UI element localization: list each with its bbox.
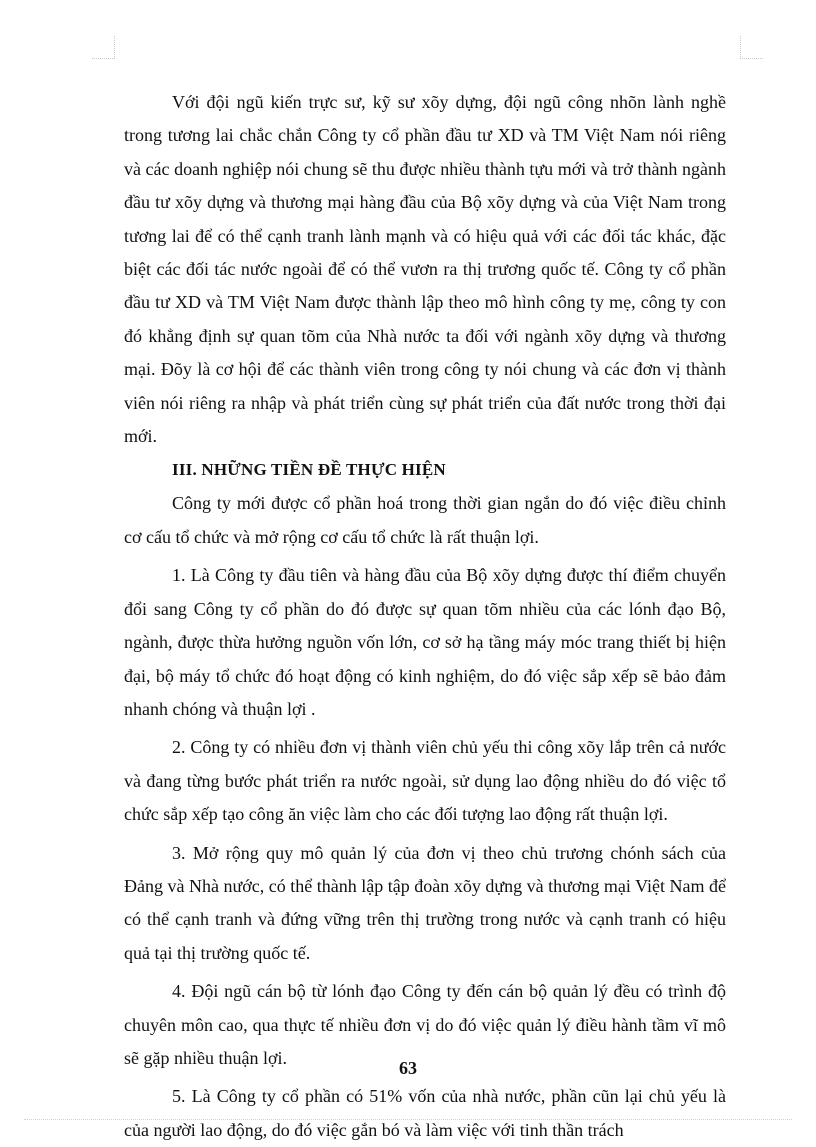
page-body	[124, 86, 726, 1147]
bottom-divider	[24, 1119, 792, 1120]
section-heading: III. NHỮNG TIỀN ĐỀ THỰC HIỆN	[172, 460, 446, 480]
corner-mark-top-right	[740, 36, 763, 59]
paragraph-point-2: 2. Công ty có nhiều đơn vị thành viên chủ yếu thi công xõy lắp trên cả nước và đang từng bước phát triển ra nước ngoài, sử dụng lao động nhiều do đó việc tổ chức sắp xếp tạo công ăn việc làm cho các đối tượng lao động rất thuận lợi.	[124, 737, 726, 825]
paragraph-intro: Với đội ngũ kiến trực sư, kỹ sư xõy dựng, đội ngũ công nhõn lành nghề trong tương lai chắc chắn Công ty cổ phần đầu tư XD và TM Việt Nam nói riêng và các doanh nghiệp nói chung sẽ thu được nhiều thành tựu mới và trở thành ngành đầu tư xõy dựng và thương mại hàng đầu của Bộ xõy dựng và của Việt Nam trong tương lai để có thể cạnh tranh lành mạnh và có hiệu quả với các đối tác khác, đặc biệt các đối tác nước ngoài để có thể vươn ra thị trương quốc tế. Công ty cổ phần đầu tư XD và TM Việt Nam được thành lập theo mô hình công ty mẹ, công ty con đó khẳng định sự quan tõm của Nhà nước ta đối với ngành xõy dựng và thương mại. Đõy là cơ hội để các thành viên trong công ty nói chung và các đơn vị thành viên nói riêng ra nhập và phát triển cùng sự phát triển của đất nước trong thời đại mới.	[124, 92, 726, 447]
corner-mark-top-left	[92, 36, 115, 59]
paragraph-point-3: 3. Mở rộng quy mô quản lý của đơn vị theo chủ trương chónh sách của Đảng và Nhà nước, có thể thành lập tập đoàn xõy dựng và thương mại Việt Nam để có thể cạnh tranh và đứng vững trên thị trường trong nước và cạnh tranh có hiệu quả tại thị trường quốc tế.	[124, 842, 726, 963]
paragraph-point-1: 1. Là Công ty đầu tiên và hàng đầu của Bộ xõy dựng được thí điểm chuyển đổi sang Công ty cổ phần do đó được sự quan tõm nhiều của các lónh đạo Bộ, ngành, được thừa hưởng nguồn vốn lớn, cơ sở hạ tầng máy móc trang thiết bị hiện đại, bộ máy tổ chức đó hoạt động có kinh nghiệm, do đó việc sắp xếp sẽ bảo đảm nhanh chóng và thuận lợi .	[124, 565, 726, 719]
paragraph-point-5: 5. Là Công ty cổ phần có 51% vốn của nhà nước, phần cũn lại chủ yếu là của người lao động, do đó việc gắn bó và làm việc với tinh thần trách	[124, 1086, 726, 1140]
page-number: 63	[399, 1058, 417, 1078]
paragraph-point-4: 4. Đội ngũ cán bộ từ lónh đạo Công ty đến cán bộ quản lý đều có trình độ chuyên môn cao, qua thực tế nhiều đơn vị do đó việc quản lý điều hành tầm vĩ mô sẽ gặp nhiều thuận lợi.	[124, 981, 726, 1068]
paragraph-overview: Công ty mới được cổ phần hoá trong thời gian ngắn do đó việc điều chỉnh cơ cấu tổ chức và mở rộng cơ cấu tổ chức là rất thuận lợi.	[124, 493, 726, 547]
